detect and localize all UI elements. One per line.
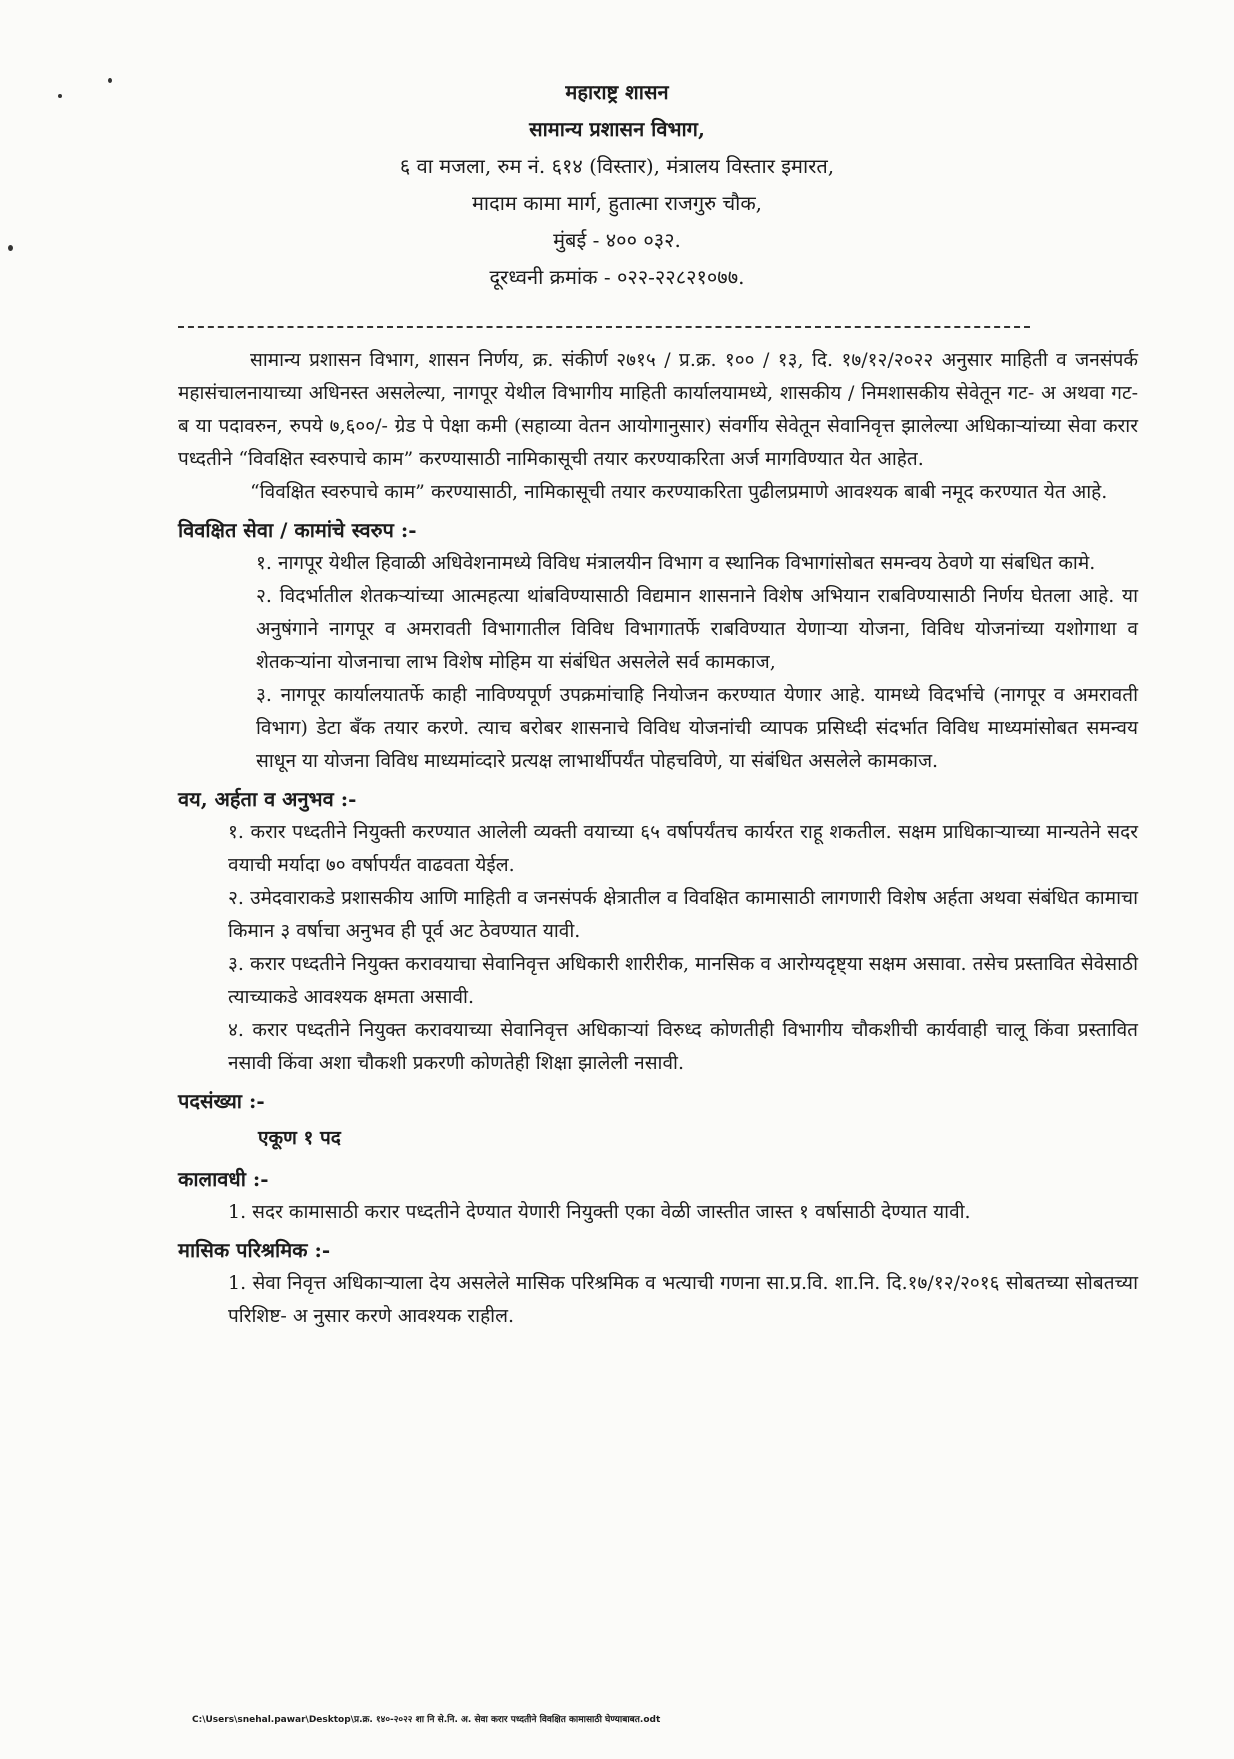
- section-heading-posts: पदसंख्या :-: [178, 1089, 265, 1113]
- document-body: [178, 344, 1138, 1333]
- intro-paragraph-2: “विवक्षित स्वरुपाचे काम” करण्यासाठी, नामिकासूची तयार करण्याकरिता पुढीलप्रमाणे आवश्यक बाबी नमूद करण्यात येत आहे.: [250, 481, 1108, 503]
- list-item: ४. करार पध्दतीने नियुक्त करावयाच्या सेवानिवृत्त अधिकाऱ्यां विरुध्द कोणतीही विभागीय चौकशीची कार्यवाही चालू किंवा प्रस्तावित नसावी किंवा अशा चौकशी प्रकरणी कोणतेही शिक्षा झालेली नसावी.: [228, 1019, 1138, 1074]
- list-item: १. करार पध्दतीने नियुक्ती करण्यात आलेली व्यक्ती वयाच्या ६५ वर्षापर्यंतच कार्यरत राहू शकतील. सक्षम प्राधिकाऱ्याच्या मान्यतेने सदर वयाची मर्यादा ७० वर्षापर्यंत वाढवता येईल.: [228, 821, 1138, 876]
- header-divider: [178, 326, 1030, 328]
- list-item: १. नागपूर येथील हिवाळी अधिवेशनामध्ये विविध मंत्रालयीन विभाग व स्थानिक विभागांसोबत समन्वय ठेवणे या संबधित कामे.: [256, 552, 1096, 574]
- section-heading-work: विवक्षित सेवा / कामांचे स्वरुप :-: [178, 518, 417, 542]
- list-item: ३. करार पध्दतीने नियुक्त करावयाचा सेवानिवृत्त अधिकारी शारीरीक, मानसिक व आरोग्यदृष्ट्या सक्षम असावा. तसेच प्रस्तावित सेवेसाठी त्याच्याकडे आवश्यक क्षमता असावी.: [228, 953, 1138, 1008]
- list-item: २. उमेदवाराकडे प्रशासकीय आणि माहिती व जनसंपर्क क्षेत्रातील व विवक्षित कामासाठी लागणारी विशेष अर्हता अथवा संबंधित कामाचा किमान ३ वर्षाचा अनुभव ही पूर्व अट ठेवण्यात यावी.: [228, 887, 1138, 942]
- section-heading-duration: कालावधी :-: [178, 1167, 269, 1191]
- list-item: 1. सेवा निवृत्त अधिकाऱ्याला देय असलेले मासिक परिश्रमिक व भत्याची गणना सा.प्र.वि. शा.नि. दि.१७/१२/२०१६ सोबतच्या सोबतच्या परिशिष्ट- अ नुसार करणे आवश्यक राहील.: [228, 1272, 1138, 1327]
- list-item: 1. सदर कामासाठी करार पध्दतीने देण्यात येणारी नियुक्ती एका वेळी जास्तीत जास्त १ वर्षासाठी देण्यात यावी.: [228, 1201, 971, 1223]
- section-heading-pay: मासिक परिश्रमिक :-: [178, 1238, 331, 1262]
- list-item: ३. नागपूर कार्यालयातर्फे काही नाविण्यपूर्ण उपक्रमांचाहि नियोजन करण्यात येणार आहे. यामध्ये विदर्भाचे (नागपूर व अमरावती विभाग) डेटा बँक तयार करणे. त्याच बरोबर शासनाचे विविध योजनांची व्यापक प्रसिध्दी संदर्भात विविध माध्यमांसोबत समन्वय साधून या योजना विविध माध्यमांव्दारे प्रत्यक्ष लाभार्थीपर्यंत पोहचविणे, या संबंधित असलेले कामकाज.: [256, 684, 1138, 772]
- address-line-1: ६ वा मजला, रुम नं. ६१४ (विस्तार), मंत्रालय विस्तार इमारत,: [399, 154, 835, 178]
- department-name: सामान्य प्रशासन विभाग,: [529, 117, 705, 141]
- file-path-footer: C:\Users\snehal.pawar\Desktop\प्र.क्र. १४०-२०२२ शा नि से.नि. अ. सेवा करार पध्दतीने विवक्षित कामासाठी घेण्याबाबत.odt: [192, 1715, 661, 1725]
- intro-paragraph: सामान्य प्रशासन विभाग, शासन निर्णय, क्र. संकीर्ण २७१५ / प्र.क्र. १०० / १३, दि. १७/१२/२०२२ अनुसार माहिती व जनसंपर्क महासंचालनायाच्या अधिनस्त असलेल्या, नागपूर येथील विभागीय माहिती कार्यालयामध्ये, शासकीय / निमशासकीय सेवेतून गट- अ अथवा गट- ब या पदावरुन, रुपये ७,६००/- ग्रेड पे पेक्षा कमी (सहाव्या वेतन आयोगानुसार) संवर्गीय सेवेतून सेवानिवृत्त झालेल्या अधिकाऱ्यांच्या सेवा करार पध्दतीने “विवक्षित स्वरुपाचे काम” करण्यासाठी नामिकासूची तयार करण्याकरिता अर्ज मागविण्यात येत आहेत.: [178, 349, 1138, 470]
- letterhead: [0, 74, 1234, 296]
- phone-number: दूरध्वनी क्रमांक - ०२२-२२८२१०७७.: [489, 265, 745, 289]
- section-heading-age: वय, अर्हता व अनुभव :-: [178, 787, 357, 811]
- government-name: महाराष्ट्र शासन: [565, 80, 669, 104]
- address-line-2: मादाम कामा मार्ग, हुतात्मा राजगुरु चौक,: [471, 191, 763, 215]
- list-item: २. विदर्भातील शेतकऱ्यांच्या आत्महत्या थांबविण्यासाठी विद्यमान शासनाने विशेष अभियान राबविण्यासाठी निर्णय घेतला आहे. या अनुषंगाने नागपूर व अमरावती विभागातील विविध विभागातर्फे राबविण्यात येणाऱ्या योजना, विविध योजनांच्या यशोगाथा व शेतकऱ्यांना योजनाचा लाभ विशेष मोहिम या संबंधित असलेले सर्व कामकाज,: [256, 585, 1138, 673]
- post-count: एकूण १ पद: [258, 1127, 341, 1149]
- address-city: मुंबई - ४०० ०३२.: [553, 228, 681, 252]
